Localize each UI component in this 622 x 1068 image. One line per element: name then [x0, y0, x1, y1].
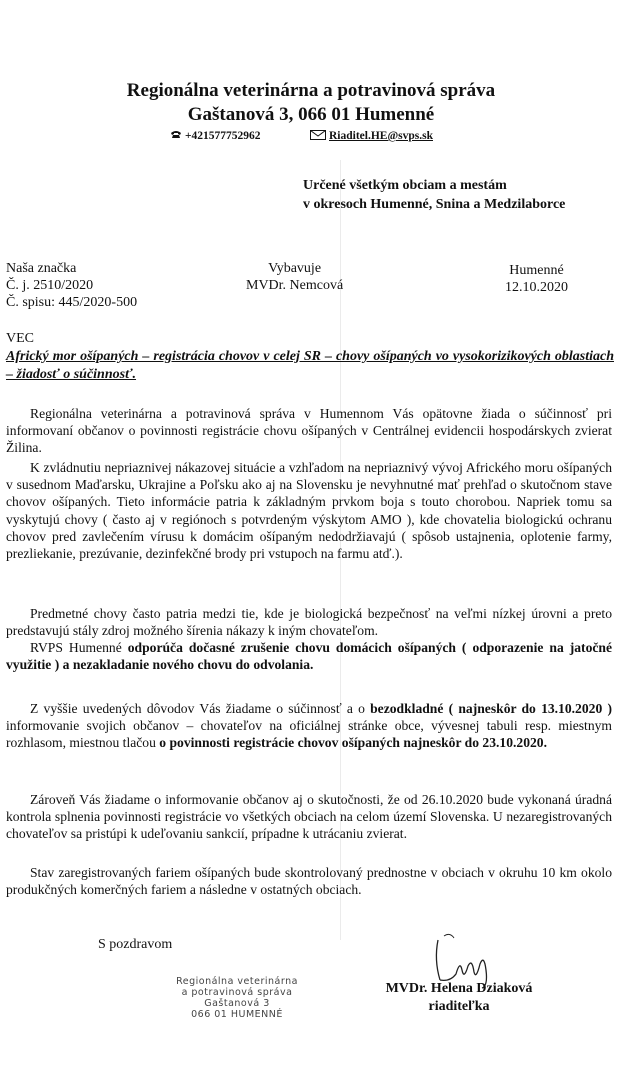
email-address[interactable]: Riaditel.HE@svps.sk — [329, 130, 433, 143]
paragraph-6: Zároveň Vás žiadame o informovanie občanov aj o skutočnosti, že od 26.10.2020 bude vykonaná úradná kontrola splnenia povinnosti registrácie vo všetkých obciach na celom území Slovenska. U nezaregistrovaných chovateľov sa pristúpi k udeľovaniu sankcií, prípadne k utrácaniu zvierat. — [6, 792, 612, 842]
p5-bold-b: bezodkladné ( najneskôr do 13.10.2020 ) — [370, 701, 612, 716]
p5-bold-d: o povinnosti registrácie chovov ošípaných najneskôr do 23.10.2020. — [159, 735, 547, 751]
p5-text-c: informovanie svojich občanov – chovateľov na oficiálnej stránke obce, vývesnej tabuli resp. miestnym rozhlasom, miestnou tlačou — [6, 718, 612, 751]
paragraph-1: Regionálna veterinárna a potravinová správa v Humennom Vás opätovne žiada o súčinnosť pri informovaní občanov o povinnosti registrácie chovu ošípaných v Centrálnej evidencii hospodárskych zvierat Žilina. — [6, 406, 612, 456]
recipient-line-2: v okresoch Humenné, Snina a Medzilaborce — [303, 197, 566, 212]
reference-block — [6, 260, 137, 311]
place-date-block — [505, 262, 568, 296]
office-stamp — [172, 976, 302, 1020]
recipient-line-1: Určené všetkým obciam a mestám — [303, 178, 507, 193]
p4-text: RVPS Humenné — [30, 640, 128, 655]
stamp-line-4: 066 01 HUMENNÉ — [191, 1009, 283, 1020]
date: 12.10.2020 — [505, 280, 568, 295]
recipient-block — [303, 176, 565, 214]
phone-icon — [170, 130, 182, 142]
vybavuje-label: Vybavuje — [268, 261, 322, 276]
envelope-icon — [310, 130, 326, 143]
handler-name: MVDr. Nemcová — [246, 278, 344, 293]
file-number: Č. spisu: 445/2020-500 — [6, 295, 138, 310]
paragraph-2: K zvládnutiu nepriaznivej nákazovej situácie a vzhľadom na nepriaznivý vývoj Afrického moru ošípaných v susednom Maďarsku, Ukrajine a Poľsku ako aj na Slovensku je nevyhnutné mať prehľad o skutočnom stave chovov ošípaných. Tieto informácie patria k základným prvkom boja s touto chorobou. Napriek tomu sa vyskytujú chovy ( často aj v regiónoch s potvrdeným výskytom AMO ), kde chovatelia biologickú ochranu chovov pred zavlečením vírusu k domácim ošípaným nedodržiavajú ( spôsob ustajnenia, oplotenie farmy, prezliekanie, prezúvanie, dezinfekčné brody pri vstupoch na farmu atď.). — [6, 460, 612, 562]
org-address: Gaštanová 3, 066 01 Humenné — [187, 104, 435, 125]
p5-text-a: Z vyššie uvedených dôvodov Vás žiadame o súčinnosť a o — [30, 701, 371, 716]
handler-block — [246, 260, 343, 294]
paragraph-5 — [6, 700, 612, 752]
signer-name: MVDr. Helena Dziaková — [385, 981, 533, 996]
phone-number: +421577752962 — [185, 130, 261, 142]
case-number: Č. j. 2510/2020 — [6, 278, 94, 293]
nasa-znacka-label: Naša značka — [6, 261, 77, 276]
vec-label: VEC — [6, 331, 34, 346]
stamp-line-3: Gaštanová 3 — [204, 998, 270, 1009]
stamp-line-2: a potravinová správa — [181, 987, 293, 998]
stamp-line-1: Regionálna veterinárna — [176, 976, 298, 987]
email-contact — [310, 130, 433, 143]
paragraph-3: Predmetné chovy často patria medzi tie, kde je biologická bezpečnosť na veľmi nízkej úrovni a preto predstavujú stály zdroj možného šírenia nákazy k iným chovateľom. — [6, 606, 612, 639]
paragraph-7: Stav zaregistrovaných fariem ošípaných bude skontrolovaný prednostne v obciach v okruhu 10 km okolo produkčných komerčných fariem a následne v ostatných obciach. — [6, 865, 612, 898]
phone-contact — [170, 130, 261, 142]
subject-line: Africký mor ošípaných – registrácia chovov v celej SR – chovy ošípaných vo vysokorizikových oblastiach – žiadosť o súčinnosť. — [6, 349, 614, 382]
place: Humenné — [509, 263, 564, 278]
signer-title: riaditeľka — [428, 999, 490, 1014]
greeting: S pozdravom — [98, 937, 173, 952]
signer-block — [364, 980, 554, 1016]
org-name: Regionálna veterinárna a potravinová správa — [126, 80, 496, 101]
paragraph-4 — [6, 639, 612, 673]
p4-bold: odporúča dočasné zrušenie chovu domácich ošípaných ( odporazenie na jatočné využitie ) a nezakladanie nového chovu do odvolania. — [6, 640, 613, 673]
